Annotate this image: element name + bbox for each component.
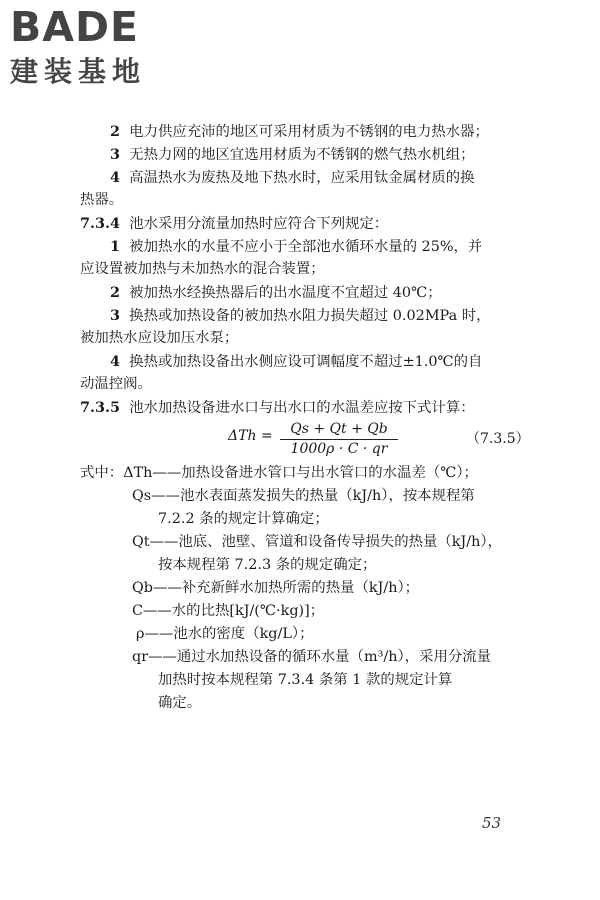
line-text: 应设置被加热与未加热水的混合装置； — [80, 261, 325, 277]
clause-number: 7.3.5 — [80, 399, 121, 416]
text-line — [80, 462, 520, 485]
text-line — [80, 646, 572, 669]
text-line — [80, 212, 520, 236]
page-number: 53 — [482, 814, 502, 832]
formula-numerator: Qs + Qt + Qb — [280, 420, 398, 440]
text-line — [80, 531, 572, 554]
clause-number: 2 — [110, 284, 121, 301]
line-text: 被加热水的水量不应小于全部池水循环水量的 25%，并 — [129, 239, 483, 255]
logo-chinese: 建装基地 — [10, 55, 147, 88]
line-text: 动温控阀。 — [80, 376, 152, 392]
line-text: C——水的比热[kJ/(℃·kg)]； — [132, 603, 325, 619]
line-text: 热器。 — [80, 192, 124, 208]
clause-number: 1 — [110, 238, 121, 255]
text-line — [80, 143, 550, 167]
clause-number: 4 — [110, 169, 121, 186]
text-line — [80, 235, 550, 259]
line-text: 池水加热设备进水口与出水口的水温差应按下式计算： — [129, 400, 475, 416]
text-line — [80, 396, 520, 420]
line-text: 加热时按本规程第 7.3.4 条第 1 款的规定计算 — [158, 672, 453, 688]
line-text: Qb——补充新鲜水加热所需的热量（kJ/h）； — [132, 580, 420, 596]
formula-lhs: ΔTh = — [228, 428, 273, 444]
logo-word: BADE — [10, 3, 140, 51]
line-text: 被加热水应设加压水泵； — [80, 330, 239, 346]
text-line — [80, 600, 572, 623]
line-text: 式中：ΔTh——加热设备进水管口与出水管口的水温差（℃）； — [80, 465, 478, 481]
text-line — [80, 554, 598, 577]
line-text: 换热或加热设备出水侧应设可调幅度不超过±1.0℃的自 — [129, 354, 483, 370]
formula-fraction — [280, 420, 398, 458]
text-line — [80, 304, 550, 328]
line-text: ρ——池水的密度（kg/L）； — [136, 626, 314, 642]
line-text: Qs——池水表面蒸发损失的热量（kJ/h），按本规程第 — [132, 488, 475, 504]
text-line — [80, 485, 572, 508]
line-text: 池水采用分流量加热时应符合下列规定： — [129, 216, 389, 232]
text-line — [80, 692, 598, 715]
text-line — [80, 189, 520, 212]
text-line — [80, 327, 520, 350]
clause-number: 4 — [110, 353, 121, 370]
text-line — [80, 281, 550, 305]
text-line — [80, 508, 598, 531]
line-text: 电力供应充沛的地区可采用材质为不锈钢的电力热水器； — [129, 124, 489, 140]
text-line — [80, 258, 520, 281]
formula-number: （7.3.5） — [466, 431, 530, 447]
line-text: Qt——池底、池壁、管道和设备传导损失的热量（kJ/h）， — [132, 534, 502, 550]
formula-7-3-5 — [228, 420, 528, 456]
bade-logo — [10, 4, 180, 88]
text-line — [80, 120, 550, 144]
line-text: 被加热水经换热器后的出水温度不宜超过 40℃； — [129, 285, 442, 301]
clause-number: 2 — [110, 123, 121, 140]
line-text: 按本规程第 7.2.3 条的规定确定； — [158, 557, 377, 573]
text-line — [80, 166, 550, 190]
clause-number: 3 — [110, 146, 121, 163]
formula-denominator: 1000ρ · C · qr — [290, 441, 388, 457]
text-line — [80, 373, 520, 396]
text-line — [80, 669, 598, 692]
text-line — [80, 577, 572, 600]
text-line — [80, 350, 550, 374]
text-line — [80, 623, 576, 646]
line-text: 高温热水为废热及地下热水时，应采用钛金属材质的换 — [129, 170, 475, 186]
clause-number: 3 — [110, 307, 121, 324]
line-text: 确定。 — [158, 695, 202, 711]
clause-number: 7.3.4 — [80, 215, 121, 232]
line-text: qr——通过水加热设备的循环水量（m³/h），采用分流量 — [132, 649, 492, 665]
line-text: 7.2.2 条的规定计算确定； — [158, 511, 329, 527]
line-text: 换热或加热设备的被加热水阻力损失超过 0.02MPa 时， — [129, 308, 491, 324]
line-text: 无热力网的地区宜选用材质为不锈钢的燃气热水机组； — [129, 147, 475, 163]
